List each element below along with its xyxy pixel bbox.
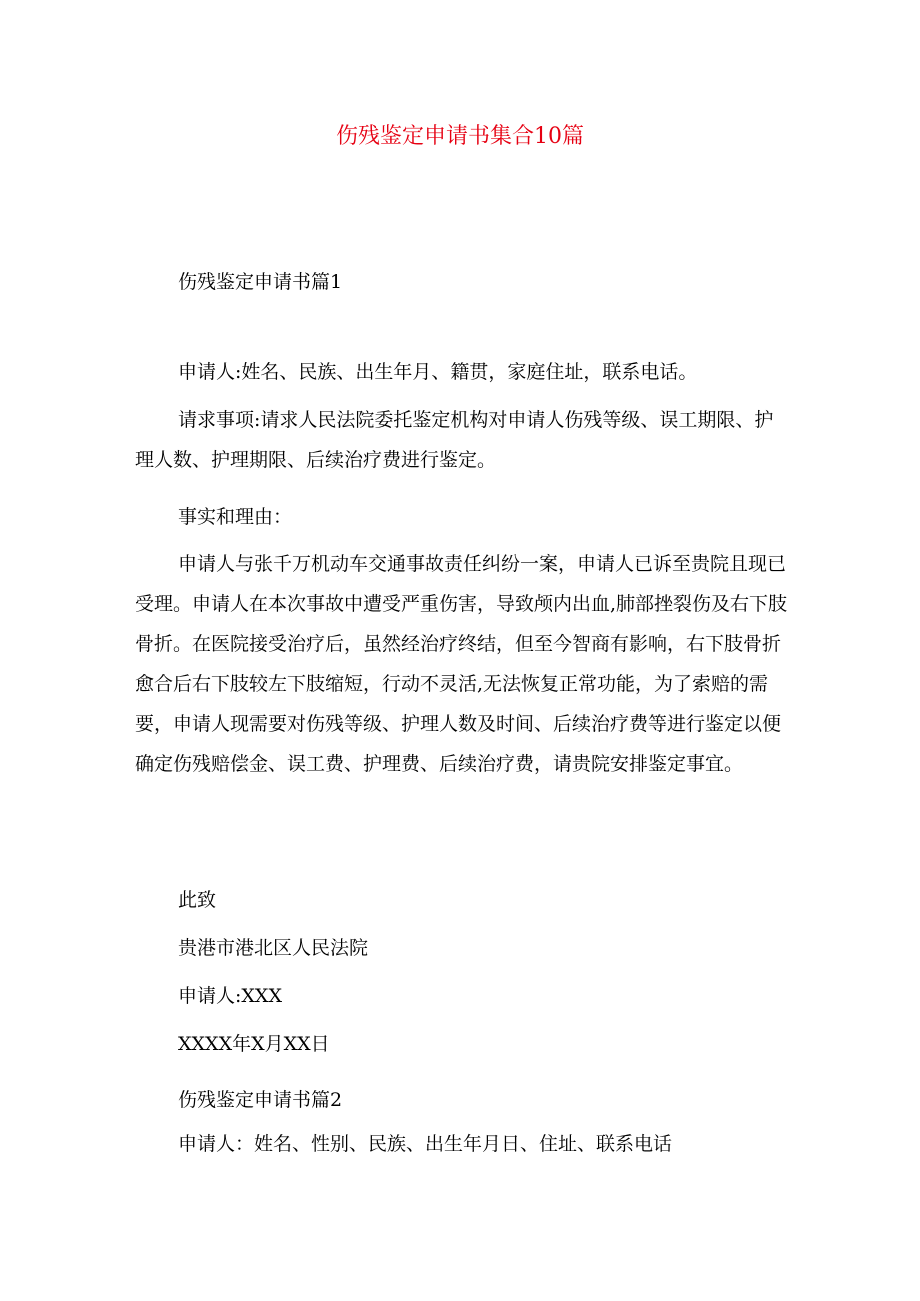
request-paragraph: 请求事项:请求人民法院委托鉴定机构对申请人伤残等级、误工期限、护理人数、护理期限、后续治疗费进行鉴定。 <box>135 409 774 471</box>
applicant-line-2: 申请人：姓名、性别、民族、出生年月日、住址、联系电话 <box>178 1133 673 1155</box>
section-heading-1: 伤残鉴定申请书篇1 <box>178 271 343 293</box>
signer-line: 申请人:XXX <box>178 985 282 1007</box>
salutation: 此致 <box>178 889 217 911</box>
date-line: XXXX年X月XX日 <box>178 1033 330 1055</box>
facts-paragraph: 申请人与张千万机动车交通事故责任纠纷一案，申请人已诉至贵院且现已受理。申请人在本次事故中遭受严重伤害，导致颅内出血,肺部挫裂伤及右下肢骨折。在医院接受治疗后，虽然经治疗终结，但至今智商有影响，右下肢骨折愈合后右下肢较左下肢缩短，行动不灵活,无法恢复正常功能，为了索赔的需要，申请人现需要对伤残等级、护理人数及时间、后续治疗费等进行鉴定以便确定伤残赔偿金、误工费、护理费、后续治疗费，请贵院安排鉴定事宜。 <box>135 553 788 775</box>
applicant-line: 申请人:姓名、民族、出生年月、籍贯，家庭住址，联系电话。 <box>178 361 698 383</box>
facts-label: 事实和理由： <box>178 506 293 528</box>
court-name: 贵港市港北区人民法院 <box>178 937 369 959</box>
section-heading-2: 伤残鉴定申请书篇2 <box>178 1089 343 1111</box>
document-title: 伤残鉴定申请书集合10篇 <box>336 124 584 149</box>
